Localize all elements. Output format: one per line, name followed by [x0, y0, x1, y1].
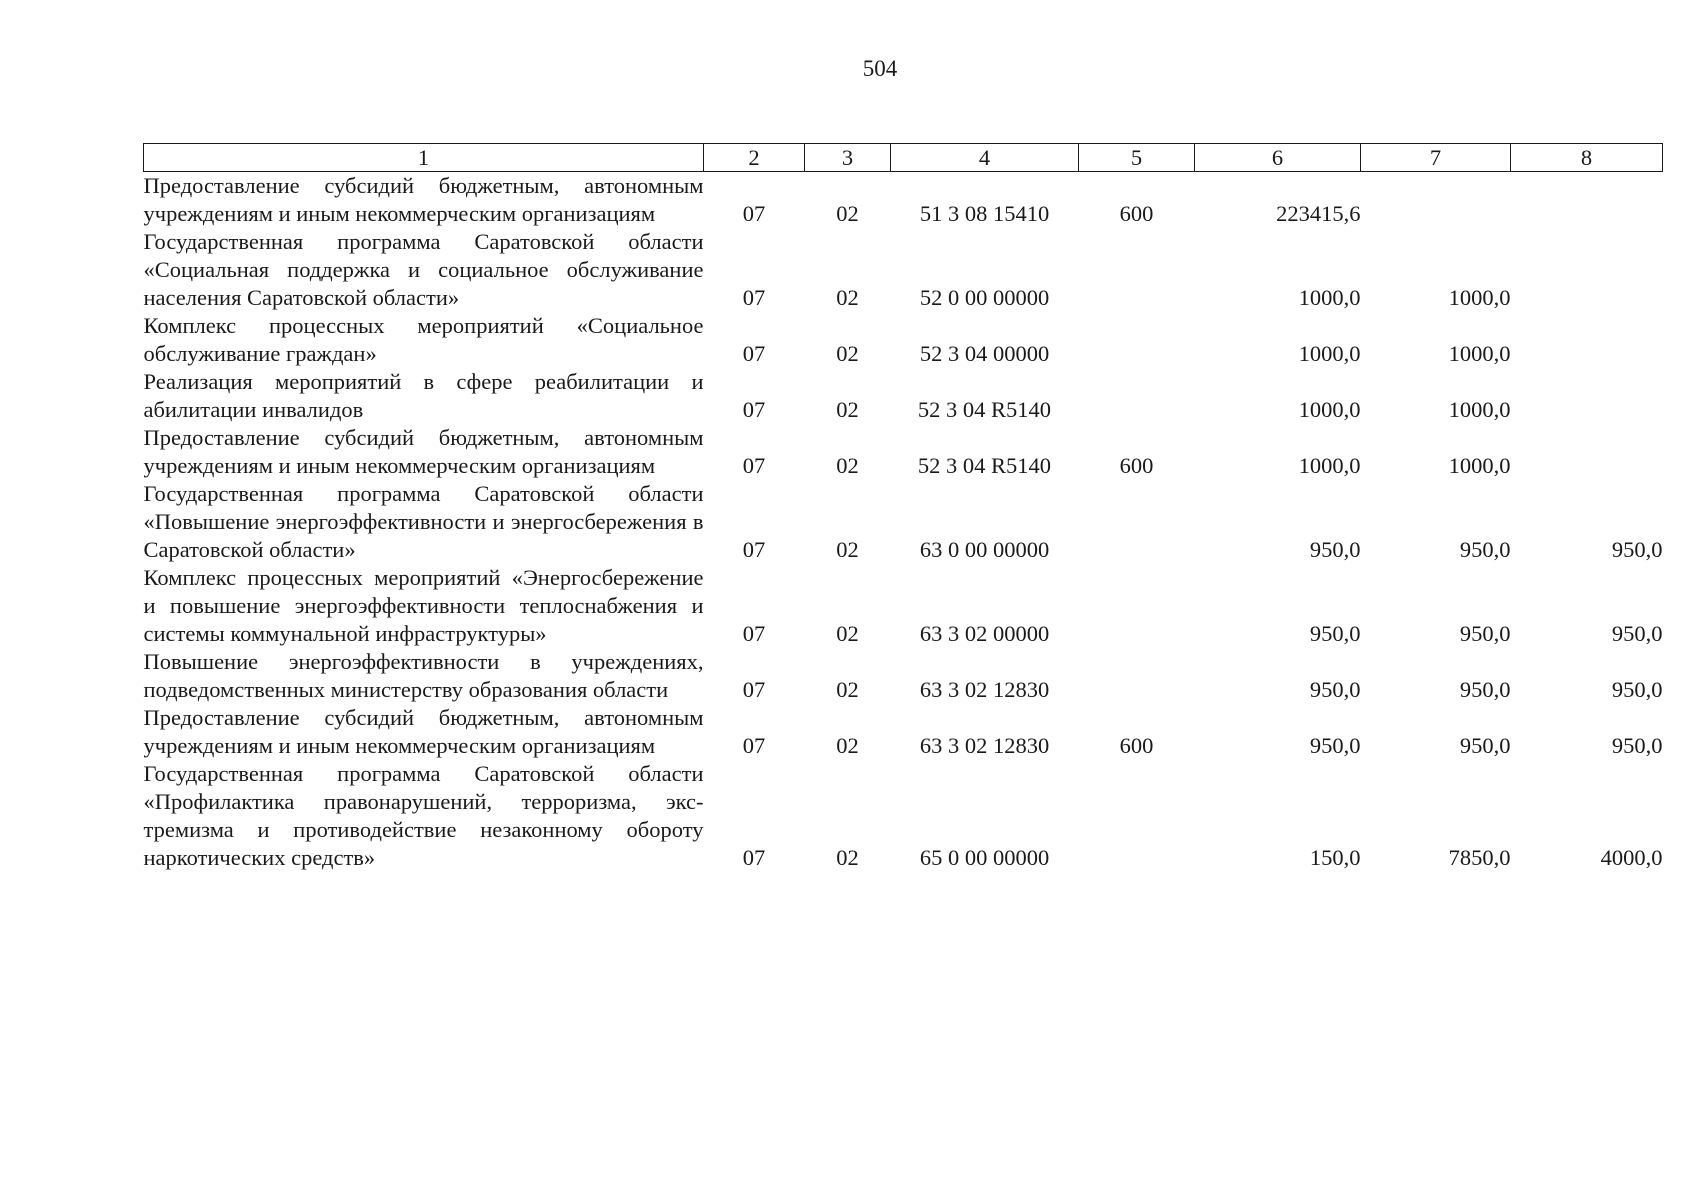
row-target-code: 63 3 02 12830 — [919, 733, 1050, 758]
row-amount-col6: 950,0 — [1309, 677, 1361, 702]
row-amount-col7 — [1361, 172, 1511, 229]
row-expense-type: 600 — [1119, 201, 1154, 226]
row-subsection: 02 — [836, 453, 859, 478]
row-section: 07 — [742, 537, 766, 562]
table-row — [144, 704, 1663, 760]
row-amount-col6: 1000,0 — [1298, 341, 1361, 366]
column-header-3: 3 — [805, 144, 891, 172]
row-amount-col8: 4000,0 — [1600, 845, 1663, 870]
row-name: Предоставление субсидий бюджетным, автономным учреждениям и иным некоммерческим организациям — [143, 705, 704, 758]
row-expense-type — [1079, 648, 1195, 704]
table-row — [144, 172, 1663, 229]
row-name: Государственная программа Саратовской области «Повышение энергоэффективности и энергосбережения в Саратовской области» — [143, 481, 704, 562]
table-row — [144, 648, 1663, 704]
row-subsection: 02 — [836, 341, 859, 366]
row-target-code: 52 3 04 00000 — [919, 341, 1050, 366]
row-amount-col8 — [1511, 172, 1663, 229]
table-row — [144, 760, 1663, 872]
row-section: 07 — [742, 845, 766, 870]
row-expense-type: 600 — [1119, 733, 1154, 758]
row-name: Комплекс процессных мероприятий «Энергосбережение и повышение энергоэффективности теплоснабжения и системы коммунальной инфраструктуры» — [143, 565, 704, 646]
row-section: 07 — [742, 201, 766, 226]
row-amount-col8 — [1511, 312, 1663, 368]
row-amount-col7: 950,0 — [1459, 537, 1511, 562]
row-amount-col6: 950,0 — [1309, 621, 1361, 646]
row-section: 07 — [742, 453, 766, 478]
row-subsection: 02 — [836, 733, 859, 758]
row-amount-col8: 950,0 — [1611, 621, 1663, 646]
row-section: 07 — [742, 733, 766, 758]
row-subsection: 02 — [836, 621, 859, 646]
row-expense-type — [1079, 312, 1195, 368]
row-amount-col6: 950,0 — [1309, 537, 1361, 562]
row-name: Государственная программа Саратовской области «Социальная поддержка и социальное обслуживание населения Саратовской области» — [143, 229, 704, 310]
column-header-5: 5 — [1079, 144, 1195, 172]
column-header-8: 8 — [1511, 144, 1663, 172]
row-target-code: 52 0 00 00000 — [919, 285, 1050, 310]
row-target-code: 51 3 08 15410 — [919, 201, 1050, 226]
row-amount-col8: 950,0 — [1611, 733, 1663, 758]
column-header-2: 2 — [704, 144, 805, 172]
row-name: Предоставление субсидий бюджетным, автономным учреждениям и иным некоммерческим организациям — [143, 173, 704, 226]
page-number: 504 — [862, 56, 898, 81]
row-amount-col6: 1000,0 — [1298, 397, 1361, 422]
row-amount-col6: 1000,0 — [1298, 285, 1361, 310]
table-row — [144, 480, 1663, 564]
row-amount-col7: 1000,0 — [1448, 341, 1511, 366]
row-section: 07 — [742, 285, 766, 310]
column-header-6: 6 — [1195, 144, 1361, 172]
row-amount-col8 — [1511, 424, 1663, 480]
table-row — [144, 564, 1663, 648]
row-expense-type — [1079, 228, 1195, 312]
row-name: Предоставление субсидий бюджетным, автономным учреждениям и иным некоммерческим организациям — [143, 425, 704, 478]
table-row — [144, 424, 1663, 480]
row-subsection: 02 — [836, 285, 859, 310]
row-target-code: 63 0 00 00000 — [919, 537, 1050, 562]
row-amount-col7: 950,0 — [1459, 621, 1511, 646]
row-name: Государственная программа Саратовской области «Профилактика правонарушений, терроризма, экстремизма и противодействие незаконному обороту наркотических средств» — [143, 761, 704, 870]
column-header-1: 1 — [144, 144, 704, 172]
column-header-4: 4 — [891, 144, 1079, 172]
row-target-code: 52 3 04 R5140 — [917, 453, 1052, 478]
row-subsection: 02 — [836, 677, 859, 702]
table-row — [144, 312, 1663, 368]
row-amount-col8 — [1511, 228, 1663, 312]
row-amount-col8: 950,0 — [1611, 677, 1663, 702]
table-row — [144, 368, 1663, 424]
row-expense-type — [1079, 368, 1195, 424]
row-amount-col7: 1000,0 — [1448, 397, 1511, 422]
row-subsection: 02 — [836, 397, 859, 422]
row-subsection: 02 — [836, 201, 859, 226]
row-amount-col7: 950,0 — [1459, 733, 1511, 758]
row-amount-col6: 150,0 — [1309, 845, 1361, 870]
budget-table — [143, 143, 1663, 872]
row-expense-type — [1079, 564, 1195, 648]
row-target-code: 65 0 00 00000 — [919, 845, 1050, 870]
row-amount-col6: 1000,0 — [1298, 453, 1361, 478]
column-number-header-row — [144, 144, 1663, 172]
row-subsection: 02 — [836, 537, 859, 562]
table-row — [144, 228, 1663, 312]
row-subsection: 02 — [836, 845, 859, 870]
row-amount-col8: 950,0 — [1611, 537, 1663, 562]
row-target-code: 52 3 04 R5140 — [917, 397, 1052, 422]
row-amount-col6: 223415,6 — [1276, 201, 1361, 226]
row-amount-col6: 950,0 — [1309, 733, 1361, 758]
row-name: Реализация мероприятий в сфере реабилитации и абилитации инвалидов — [143, 369, 704, 422]
row-section: 07 — [742, 677, 766, 702]
row-expense-type — [1079, 480, 1195, 564]
column-header-7: 7 — [1361, 144, 1511, 172]
row-expense-type: 600 — [1119, 453, 1154, 478]
row-section: 07 — [742, 341, 766, 366]
row-amount-col7: 1000,0 — [1448, 453, 1511, 478]
row-amount-col7: 950,0 — [1459, 677, 1511, 702]
row-amount-col8 — [1511, 368, 1663, 424]
row-expense-type — [1079, 760, 1195, 872]
row-section: 07 — [742, 621, 766, 646]
row-name: Комплекс процессных мероприятий «Социальное обслуживание граждан» — [143, 313, 704, 366]
row-amount-col7: 1000,0 — [1448, 285, 1511, 310]
row-name: Повышение энергоэффективности в учреждениях, подведомственных министерству образования области — [143, 649, 704, 702]
row-section: 07 — [742, 397, 766, 422]
row-amount-col7: 7850,0 — [1448, 845, 1511, 870]
row-target-code: 63 3 02 12830 — [919, 677, 1050, 702]
row-target-code: 63 3 02 00000 — [919, 621, 1050, 646]
